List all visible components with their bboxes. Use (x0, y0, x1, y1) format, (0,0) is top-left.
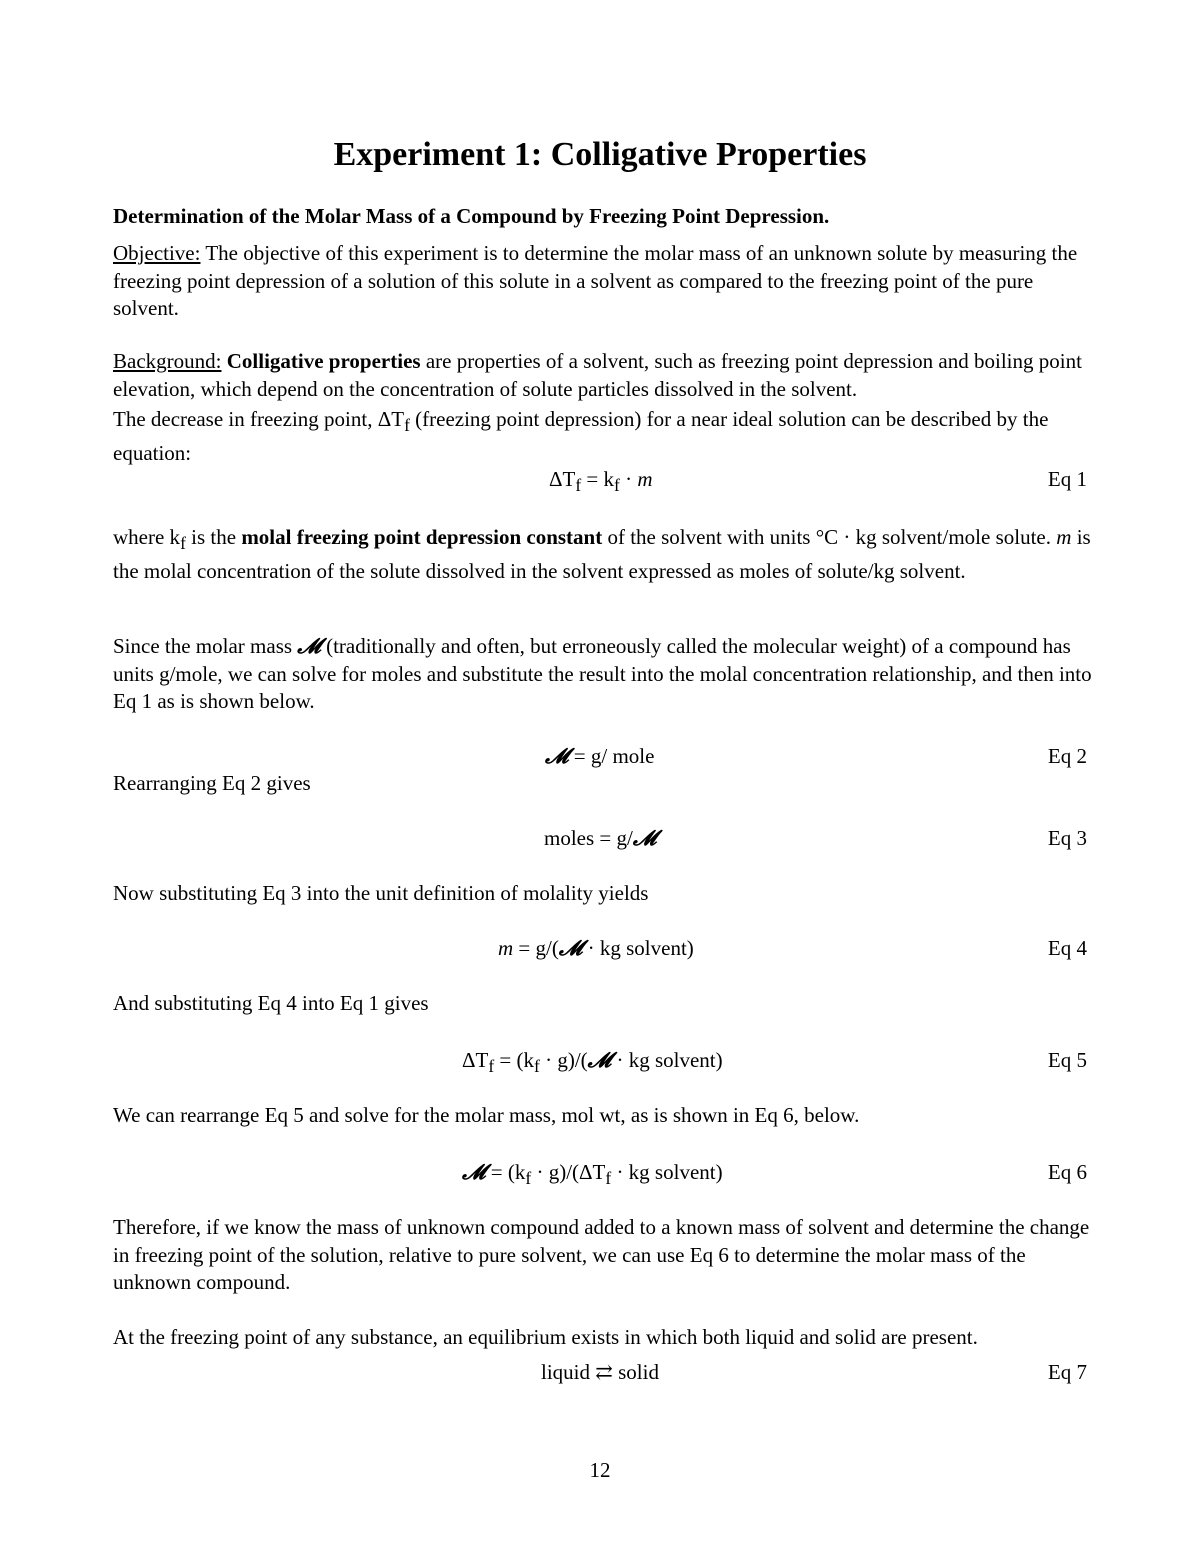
subscript-f: f (404, 415, 410, 436)
equation-6-label: Eq 6 (1047, 1160, 1087, 1184)
background-paragraph-2 (113, 406, 1093, 467)
page-title: Experiment 1: Colligative Properties (333, 136, 867, 173)
rearrange-eq5-text: We can rearrange Eq 5 and solve for the molar mass, mol wt, as is shown in Eq 6, below. (113, 1103, 860, 1127)
delta-t-symbol: ΔT (377, 407, 405, 431)
background-label: Background: (113, 349, 222, 373)
equation-1-label: Eq 1 (1047, 467, 1087, 491)
since-paragraph: Since the molar mass 𝓜 (traditionally and often, but erroneously called the molecular weight) of a compound has units g/mole, we can solve for moles and substitute the result into the molal concentration relationship, and then into Eq 1 as is shown below. (113, 634, 1092, 713)
equation-4: m = g/(𝓜 · kg solvent) (498, 936, 694, 960)
equation-7: liquid ⇄ solid (541, 1360, 659, 1384)
colligative-term: Colligative properties (226, 349, 421, 373)
background-text-2b: (freezing point depression) for a near ideal solution can be described by the equation: (113, 407, 1049, 465)
equation-3-label: Eq 3 (1047, 826, 1087, 850)
where-paragraph: where $k_f$ is the molal freezing point depression constant of the solvent with units °C · kg solvent/mole solute. m is the molal concentration of the solute dissolved in the solvent expressed as moles of solute/kg solvent. (113, 525, 1091, 583)
objective-text: The objective of this experiment is to determine the molar mass of an unknown solute by measuring the freezing point depression of a solution of this solute in a solvent as compared to the freezing point of the pure solvent. (113, 241, 1078, 320)
now-substituting-text: Now substituting Eq 3 into the unit definition of molality yields (113, 881, 649, 905)
equation-1: $\Delta T_f = k_f \cdot m$ (549, 467, 653, 496)
equation-3: moles = g/𝓜 (544, 826, 657, 850)
objective-paragraph (113, 240, 1093, 323)
equation-4-label: Eq 4 (1047, 936, 1087, 960)
equation-6: 𝓜 = $(k_f \cdot g)/(\Delta T_f$ · kg solvent) (462, 1160, 723, 1189)
background-text-2a: The decrease in freezing point, (113, 407, 378, 431)
objective-label: Objective: (113, 241, 201, 265)
equation-2-label: Eq 2 (1047, 744, 1087, 768)
section-subtitle: Determination of the Molar Mass of a Compound by Freezing Point Depression. (113, 204, 830, 228)
and-substituting-text: And substituting Eq 4 into Eq 1 gives (113, 991, 429, 1015)
background-paragraph (113, 348, 1093, 403)
rearranging-text: Rearranging Eq 2 gives (113, 771, 311, 795)
page-number: 12 (589, 1458, 611, 1482)
equation-2: 𝓜 = g/ mole (545, 744, 655, 768)
equation-5-label: Eq 5 (1047, 1048, 1087, 1072)
background-text-1: are properties of a solvent, such as freezing point depression and boiling point elevation, which depend on the concentration of solute particles dissolved in the solvent. (113, 349, 1082, 401)
equation-7-label: Eq 7 (1047, 1360, 1087, 1384)
therefore-paragraph: Therefore, if we know the mass of unknown compound added to a known mass of solvent and determine the change in freezing point of the solution, relative to pure solvent, we can use Eq 6 to determine the molar mass of the unknown compound. (113, 1215, 1090, 1294)
constant-term: molal freezing point depression constant (241, 525, 603, 549)
equation-5: $\Delta T_f = (k_f$ · g)/(𝓜 · kg solvent) (462, 1048, 723, 1077)
freezing-equilibrium-paragraph: At the freezing point of any substance, an equilibrium exists in which both liquid and solid are present. (113, 1325, 978, 1349)
